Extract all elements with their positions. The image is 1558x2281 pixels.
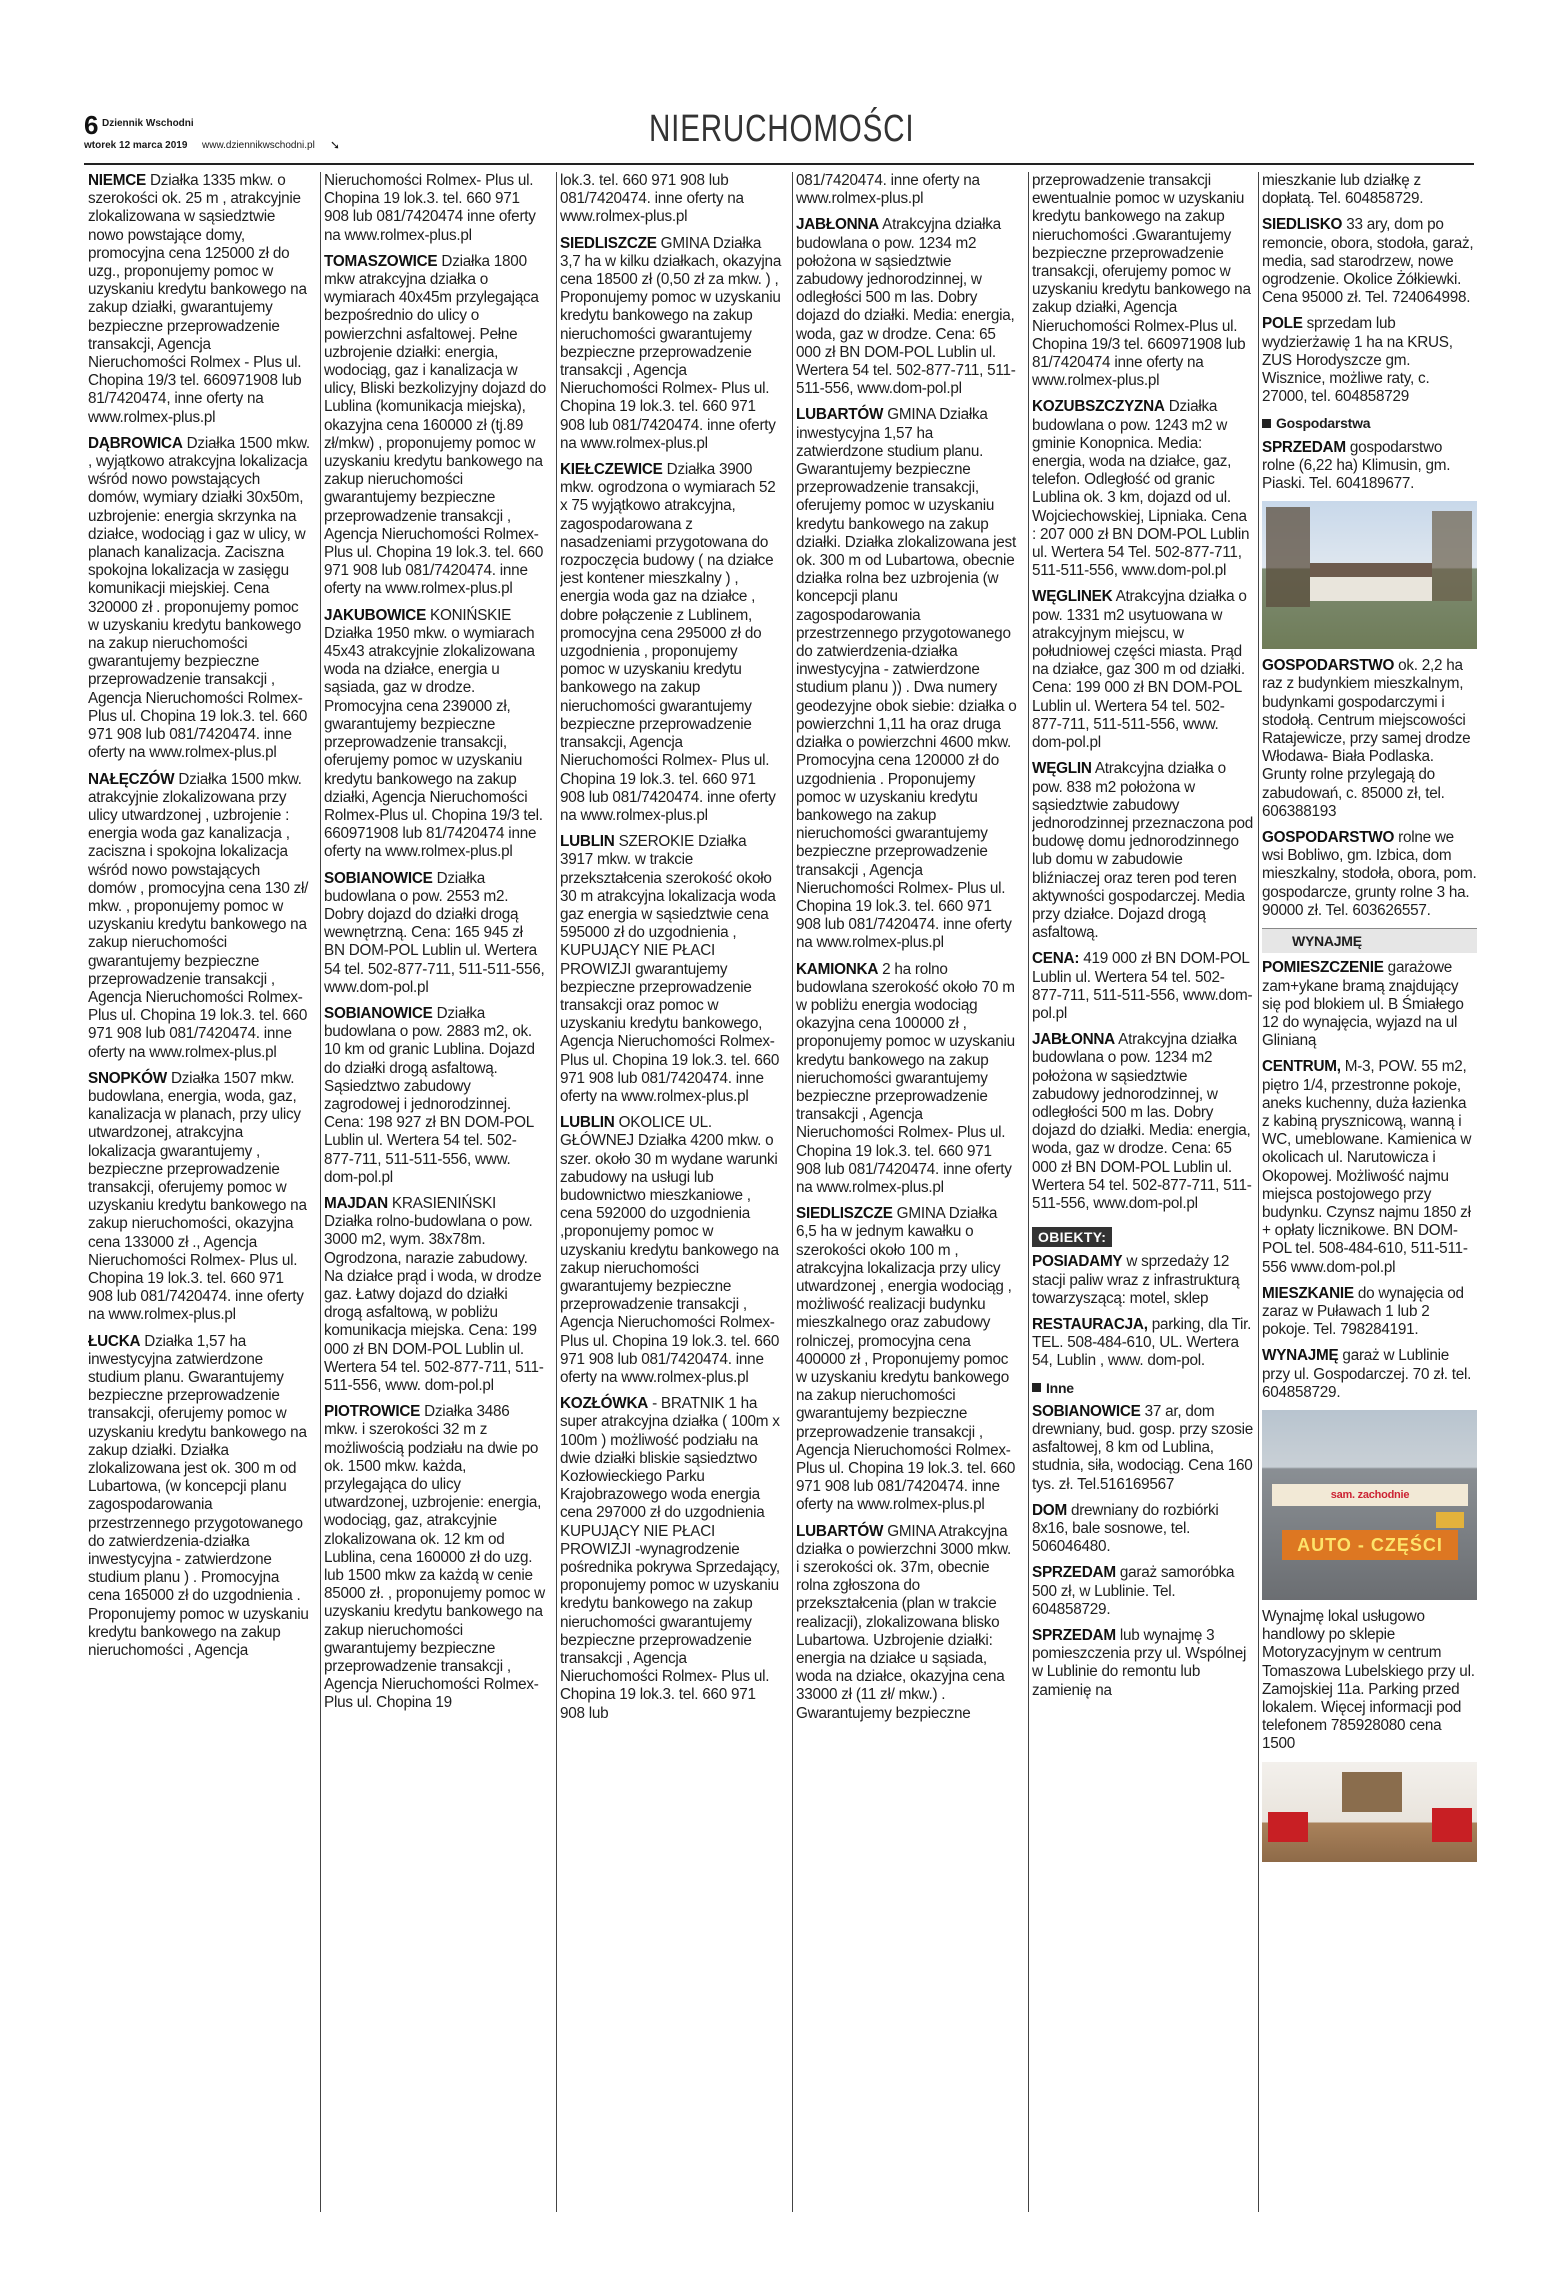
classified-ad: LUBLIN SZEROKIE Działka 3917 mkw. w trakcie przekształcenia szerokość około 30 m atrakcyjna lokalizacja woda gaz energia w sąsiedztwie cena 595000 zł do uzgodnienia , KUPUJĄCY NIE PŁACI PROWIZJI gwarantujemy bezpieczne przeprowadzenie transakcji oraz pomoc w uzyskaniu kredytu bankowego, Agencja Nieruchomości Rolmex- Plus ul. Chopina 19 lok.3. tel. 660 971 908 lub 081/7420474. inne oferty na www.rolmex-plus.pl	[560, 833, 780, 1105]
shop-sign: sam. zachodnie	[1272, 1484, 1468, 1506]
classified-ad: przeprowadzenie transakcji ewentualnie pomoc w uzyskaniu kredytu bankowego na zakup nieruchomości .Gwarantujemy bezpieczne przeprowadzenie transakcji, oferujemy pomoc w uzyskaniu kredytu bankowego na zakup działki, Agencja Nieruchomości Rolmex-Plus ul. Chopina 19/3 tel. 660971908 lub 81/7420474 inne oferty na www.rolmex-plus.pl	[1032, 172, 1251, 390]
tree-shape	[1266, 507, 1310, 607]
section-title: NIERUCHOMOŚCI	[649, 108, 915, 150]
classified-ad: SOBIANOWICE Działka budowlana o pow. 2883 m2, ok. 10 km od granic Lublina. Dojazd do działki drogą asfaltową. Sąsiedztwo zabudowy zagrodowej i jednorodzinnej. Cena: 198 927 zł BN DOM-POL Lublin ul. Wertera 54 tel. 502-877-711, 511-511-556, www. dom-pol.pl	[324, 1004, 535, 1186]
classified-ad: CENA: 419 000 zł BN DOM-POL Lublin ul. Wertera 54 tel. 502-877-711, 511-511-556, www.dom-pol.pl	[1032, 950, 1253, 1022]
column-6	[1262, 172, 1477, 2212]
house-shape	[1310, 563, 1432, 601]
classified-ad: SNOPKÓW Działka 1507 mkw. budowlana, energia, woda, gaz, kanalizacja w planach, przy ulicy utwardzonej, atrakcyjna lokalizacja gwarantujemy , bezpieczne przeprowadzenie transakcji, oferujemy pomoc w uzyskaniu kredytu bankowego na zakup nieruchomości, okazyjna cena 133000 zł ., Agencja Nieruchomości Rolmex- Plus ul. Chopina 19 lok.3. tel. 660 971 908 lub 081/7420474. inne oferty na www.rolmex-plus.pl	[88, 1069, 307, 1324]
classified-ad: SIEDLISKO 33 ary, dom po remoncie, obora, stodoła, garaż, media, sad starodrzew, nowe ogrodzenie. Okolice Żółkiewki. Cena 95000 zł. Tel. 724064998.	[1262, 216, 1474, 307]
bullet-square-icon	[1262, 419, 1271, 428]
classified-ad: RESTAURACJA, parking, dla Tir. TEL. 508-484-610, UL. Wertera 54, Lublin , www. dom-pol.	[1032, 1315, 1252, 1370]
classified-ad: GOSPODARSTWO ok. 2,2 ha raz z budynkiem mieszkalnym, budynkami gospodarczymi i stodołą. Centrum miejscowości Ratajewicze, przy samej drodze Włodawa- Biała Podlaska. Grunty rolne przylegają do zabudowań, c. 85000 zł, tel. 606388193	[1262, 657, 1471, 820]
column-3	[560, 172, 782, 2212]
classified-ad: MAJDAN KRASIENIŃSKI Działka rolno-budowlana o pow. 3000 m2, wym. 38x78m. Ogrodzona, narazie zabudowy. Na działce prąd i woda, w drodze gaz. Łatwy dojazd do działki drogą asfaltową, w pobliżu komunikacja miejska. Cena: 199 000 zł BN DOM-POL Lublin ul. Wertera 54 tel. 502-877-711, 511-511-556, www. dom-pol.pl	[324, 1194, 544, 1394]
farmhouse-photo	[1262, 501, 1477, 649]
category-label-obiekty: OBIEKTY:	[1032, 1227, 1112, 1247]
newspaper-name: Dziennik Wschodni	[102, 118, 194, 129]
classified-ad: KIEŁCZEWICE Działka 3900 mkw. ogrodzona o wymiarach 52 x 75 wyjątkowo atrakcyjna, zagospodarowana z nasadzeniami przygotowana do rozpoczęcia budowy ( na działce jest kontener mieszkalny ) , energia woda gaz na działce , dobre połączenie z Lublinem, promocyjna cena 295000 zł do uzgodnienia , proponujemy pomoc w uzyskaniu kredytu bankowego na zakup nieruchomości gwarantujemy bezpieczne przeprowadzenie transakcji, Agencja Nieruchomości Rolmex- Plus ul. Chopina 19 lok.3. tel. 660 971 908 lub 081/7420474. inne oferty na www.rolmex-plus.pl	[560, 461, 776, 824]
classified-ad: JABŁONNA Atrakcyjna działka budowlana o pow. 1234 m2 położona w sąsiedztwie zabudowy jednorodzinnej, w odległości 500 m las. Dobry dojazd do działki. Media: energia, woda, gaz w drodze. Cena: 65 000 zł BN DOM-POL Lublin ul. Wertera 54 tel. 502-877-711, 511-511-556, www.dom-pol.pl	[1032, 1031, 1252, 1212]
classified-ad: LUBARTÓW GMINA Atrakcyjna działka o powierzchni 3000 mkw. i szerokości ok. 37m, obecnie rolna zgłoszona do przekształcenia (plan w trakcie realizacji), zlokalizowana blisko Lubartowa. Uzbrojenie działki: energia na działce u sąsiada, woda na działce, okazyjna cena 33000 zł (11 zł/ mkw.) . Gwarantujemy bezpieczne	[796, 1522, 1012, 1722]
column-5	[1032, 172, 1254, 2212]
sofa-shape	[1432, 1808, 1472, 1842]
classified-ad: DĄBROWICA Działka 1500 mkw. , wyjątkowo atrakcyjna lokalizacja wśród nowo powstających domów, wymiary działki 30x50m, uzbrojenie: energia skrzynka na działce, wodociąg i gaz w ulicy, w planach kanalizacja. Zaciszna spokojna lokalizacja w zasięgu komunikacji miejskiej. Cena 320000 zł . proponujemy pomoc w uzyskaniu kredytu bankowego na zakup nieruchomości gwarantujemy bezpieczne przeprowadzenie transakcji , Agencja Nieruchomości Rolmex- Plus ul. Chopina 19 lok.3. tel. 660 971 908 lub 081/7420474. inne oferty na www.rolmex-plus.pl	[88, 434, 310, 762]
column-4	[796, 172, 1018, 2212]
column-divider	[1028, 172, 1029, 2212]
column-1	[88, 172, 310, 2212]
classified-ad: JAKUBOWICE KONIŃSKIE Działka 1950 mkw. o wymiarach 45x43 atrakcyjnie zlokalizowana woda na działce, energia u sąsiada, gaz w drodze. Promocyjna cena 239000 zł, gwarantujemy bezpieczne przeprowadzenie transakcji, oferujemy pomoc w uzyskaniu kredytu bankowego na zakup działki, Agencja Nieruchomości Rolmex-Plus ul. Chopina 19/3 tel. 660971908 lub 81/7420474 inne oferty na www.rolmex-plus.pl	[324, 606, 543, 861]
page-header	[84, 108, 1474, 166]
shop-banner: AUTO - CZĘŚCI	[1282, 1530, 1458, 1560]
classified-ad: 081/7420474. inne oferty na www.rolmex-plus.pl	[796, 172, 980, 208]
classified-ad: SIEDLISZCZE GMINA Działka 3,7 ha w kilku działkach, okazyjna cena 18500 zł (0,50 zł za mkw. ) , Proponujemy pomoc w uzyskaniu kredytu bankowego na zakup nieruchomości gwarantujemy bezpieczne przeprowadzenie transakcji , Agencja Nieruchomości Rolmex- Plus ul. Chopina 19 lok.3. tel. 660 971 908 lub 081/7420474. inne oferty na www.rolmex-plus.pl	[560, 234, 782, 452]
classified-ad: WYNAJMĘ garaż w Lublinie przy ul. Gospodarczej. 70 zł. tel. 604858729.	[1262, 1347, 1472, 1401]
classified-ad: SPRZEDAM garaż samoróbka 500 zł, w Lublinie. Tel. 604858729.	[1032, 1564, 1235, 1618]
classified-ad: TOMASZOWICE Działka 1800 mkw atrakcyjna działka o wymiarach 40x45m przylegająca bezpośrednio do ulicy o powierzchni asfaltowej. Pełne uzbrojenie działki: energia, wodociąg, gaz i kanalizacja w ulicy, Bliski bezkolizyjny dojazd do Lublina (komunikacja miejska), okazyjna cena 160000 zł (tj.89 zł/mkw) , proponujemy pomoc w uzyskaniu kredytu bankowego na zakup nieruchomości gwarantujemy bezpieczne przeprowadzenie transakcji , Agencja Nieruchomości Rolmex- Plus ul. Chopina 19 lok.3. tel. 660 971 908 lub 081/7420474. inne oferty na www.rolmex-plus.pl	[324, 252, 546, 598]
classified-ad: GOSPODARSTWO rolne we wsi Bobliwo, gm. Izbica, dom mieszkalny, stodoła, obora, pom. gospodarcze, grunty rolne 3 ha. 90000 zł. Tel. 603626557.	[1262, 829, 1477, 919]
bullet-square-icon	[1032, 1383, 1041, 1392]
column-divider	[556, 172, 557, 2212]
shop-logo-icon	[1436, 1512, 1464, 1528]
classified-ad: MIESZKANIE do wynajęcia od zaraz w Puławach 1 lub 2 pokoje. Tel. 798284191.	[1262, 1284, 1464, 1339]
window-shape	[1342, 1772, 1402, 1812]
page-number: 6	[84, 110, 99, 140]
classified-ad: POLE sprzedam lub wydzierżawię 1 ha na KRUS, ZUS Horodyszcze gm. Wisznice, możliwe raty, c. 27000, tel. 604858729	[1262, 315, 1453, 406]
interior-room-photo	[1262, 1762, 1477, 1862]
classified-ad: WĘGLIN Atrakcyjna działka o pow. 838 m2 położona w sąsiedztwie zabudowy jednorodzinnej przeznaczona pod budowę domu jednorodzinnego lub domu w zabudowie bliźniaczej oraz teren pod teren aktywności gospodarczej. Media przy działce. Dojazd drogą asfaltową.	[1032, 760, 1254, 942]
classified-ad: Wynajmę lokal usługowo handlowy po sklepie Motoryzacyjnym w centrum Tomaszowa Lubelskiego przy ul. Zamojskiej 11a. Parking przed lokalem. Więcej informacji pod telefonem 785928080 cena 1500	[1262, 1607, 1475, 1753]
classified-ad: CENTRUM, M-3, POW. 55 m2, piętro 1/4, przestronne pokoje, aneks kuchenny, duża łazienka z kabiną prysznicową, wanną i WC, umeblowane. Kamienica w okolicach ul. Narutowicza i Okopowej. Możliwość najmu miejsca postojowego przy budynku. Czynsz najmu 1850 zł + opłaty licznikowe. BN DOM-POL tel. 508-484-610, 511-511-556 www.dom-pol.pl	[1262, 1058, 1472, 1276]
sofa-shape	[1268, 1812, 1308, 1842]
classified-ad: SOBIANOWICE Działka budowlana o pow. 2553 m2. Dobry dojazd do działki drogą wewnętrzną. Cena: 165 945 zł BN DOM-POL Lublin ul. Wertera 54 tel. 502-877-711, 511-511-556, www.dom-pol.pl	[324, 869, 545, 996]
classified-ad: KOZUBSZCZYZNA Działka budowlana o pow. 1243 m2 w gminie Konopnica. Media: energia, woda na działce, gaz, telefon. Odległość od granic Lublina ok. 3 km, dojazd od ul. Wojciechowskiej, Lipniaka. Cena : 207 000 zł BN DOM-POL Lublin ul. Wertera 54 Tel. 502-877-711, 511-511-556, www.dom-pol.pl	[1032, 398, 1250, 580]
classified-ad: PIOTROWICE Działka 3486 mkw. i szerokości 32 m z możliwością podziału na dwie po ok. 1500 mkw. każda, przylegająca do ulicy utwardzonej, uzbrojenie: energia, wodociąg, gaz, atrakcyjnie zlokalizowana ok. 12 km od Lublina, cena 160000 zł do uzg. lub 1500 mkw za każdą w cenie 85000 zł. , proponujemy pomoc w uzyskaniu kredytu bankowego na zakup nieruchomości gwarantujemy bezpieczne przeprowadzenie transakcji , Agencja Nieruchomości Rolmex- Plus ul. Chopina 19	[324, 1403, 545, 1712]
classified-ad: POSIADAMY w sprzedaży 12 stacji paliw wraz z infrastrukturą towarzyszącą: motel, sklep	[1032, 1253, 1240, 1307]
classified-ad: POMIESZCZENIE garażowe zam+ykane bramą znajdujący się pod blokiem ul. B Śmiałego 12 do wynajęcia, wyjazd na ul Glinianą	[1262, 959, 1464, 1050]
column-divider	[1258, 172, 1259, 2212]
classified-ad: mieszkanie lub działkę z dopłatą. Tel. 604858729.	[1262, 172, 1424, 208]
classified-ad: WĘGLINEK Atrakcyjna działka o pow. 1331 m2 usytuowana w atrakcyjnym miejscu, w południowej części miasta. Prąd na działce, gaz 300 m od działki. Cena: 199 000 zł BN DOM-POL Lublin ul. Wertera 54 tel. 502-877-711, 511-511-556, www. dom-pol.pl	[1032, 588, 1247, 752]
tree-shape	[1432, 511, 1472, 601]
cursor-arrow-icon: ➘	[330, 138, 341, 152]
category-heading-inne: Inne	[1032, 1379, 1254, 1397]
column-divider	[320, 172, 321, 2212]
classified-ad: KAMIONKA 2 ha rolno budowlana szerokość około 70 m w pobliżu energia wodociąg okazyjna cena 100000 zł , proponujemy pomoc w uzyskaniu kredytu bankowego na zakup nieruchomości gwarantujemy bezpieczne przeprowadzenie transakcji , Agencja Nieruchomości Rolmex- Plus ul. Chopina 19 lok.3. tel. 660 971 908 lub 081/7420474. inne oferty na www.rolmex-plus.pl	[796, 960, 1015, 1196]
category-heading-wynajme: WYNAJMĘ	[1262, 928, 1477, 953]
auto-parts-shop-photo	[1262, 1410, 1477, 1600]
classified-ad: NAŁĘCZÓW Działka 1500 mkw. atrakcyjnie zlokalizowana przy ulicy utwardzonej , uzbrojenie : energia woda gaz kanalizacja , zaciszna i spokojna lokalizacja wśród nowo powstających domów , promocyjna cena 130 zł/ mkw. , proponujemy pomoc w uzyskaniu kredytu bankowego na zakup nieruchomości gwarantujemy bezpieczne przeprowadzenie transakcji , Agencja Nieruchomości Rolmex- Plus ul. Chopina 19 lok.3. tel. 660 971 908 lub 081/7420474. inne oferty na www.rolmex-plus.pl	[88, 770, 309, 1061]
column-divider	[792, 172, 793, 2212]
classified-ad: LUBLIN OKOLICE UL. GŁÓWNEJ Działka 4200 mkw. o szer. około 30 m wydane warunki zabudowy na usługi lub budownictwo mieszkaniowe , cena 592000 do uzgodnienia ,proponujemy pomoc w uzyskaniu kredytu bankowego na zakup nieruchomości gwarantujemy bezpieczne przeprowadzenie transakcji , Agencja Nieruchomości Rolmex- Plus ul. Chopina 19 lok.3. tel. 660 971 908 lub 081/7420474. inne oferty na www.rolmex-plus.pl	[560, 1114, 780, 1386]
category-heading-gospodarstwa: Gospodarstwa	[1262, 414, 1477, 432]
column-2	[324, 172, 546, 2212]
classified-ad: JABŁONNA Atrakcyjna działka budowlana o pow. 1234 m2 położona w sąsiedztwie zabudowy jednorodzinnej, w odległości 500 m las. Dobry dojazd do działki. Media: energia, woda, gaz w drodze. Cena: 65 000 zł BN DOM-POL Lublin ul. Wertera 54 tel. 502-877-711, 511-511-556, www.dom-pol.pl	[796, 216, 1016, 398]
classified-ad: Nieruchomości Rolmex- Plus ul. Chopina 19 lok.3. tel. 660 971 908 lub 081/7420474 inne oferty na www.rolmex-plus.pl	[324, 172, 536, 244]
classified-ad: DOM drewniany do rozbiórki 8x16, bale sosnowe, tel. 506046480.	[1032, 1501, 1219, 1556]
classified-ad: NIEMCE Działka 1335 mkw. o szerokości ok. 25 m , atrakcyjnie zlokalizowana w sąsiedztwie nowo powstające domy, promocyjna cena 125000 zł do uzg., proponujemy pomoc w uzyskaniu kredytu bankowego na zakup działki, gwarantujemy bezpieczne przeprowadzenie transakcji, Agencja Nieruchomości Rolmex - Plus ul. Chopina 19/3 tel. 660971908 lub 81/7420474, inne oferty na www.rolmex-plus.pl	[88, 172, 307, 426]
classified-ad: SPRZEDAM gospodarstwo rolne (6,22 ha) Klimusin, gm. Piaski. Tel. 604189677.	[1262, 438, 1451, 493]
website-link[interactable]: www.dziennikwschodni.pl	[202, 140, 315, 151]
classified-ad: SPRZEDAM lub wynajmę 3 pomieszczenia przy ul. Wspólnej w Lublinie do remontu lub zamienię na	[1032, 1627, 1247, 1699]
classified-ad: LUBARTÓW GMINA Działka inwestycyjna 1,57 ha zatwierdzone studium planu. Gwarantujemy bezpieczne przeprowadzenie transakcji, oferujemy pomoc w uzyskaniu kredytu bankowego na zakup działki. Działka zlokalizowana jest ok. 300 m od Lubartowa, obecnie działka rolna bez uzbrojenia (w koncepcji planu zagospodarowania przestrzennego przygotowanego do zatwierdzenia-działka inwestycyjna - zatwierdzone studium planu )) . Dwa numery geodezyjne obok siebie: działka o powierzchni 1,11 ha oraz druga działka o powierzchni 4600 mkw. Promocyjna cena 120000 zł do uzgodnienia . Proponujemy pomoc w uzyskaniu kredytu bankowego na zakup nieruchomości gwarantujemy bezpieczne przeprowadzenie transakcji , Agencja Nieruchomości Rolmex- Plus ul. Chopina 19 lok.3. tel. 660 971 908 lub 081/7420474. inne oferty na www.rolmex-plus.pl	[796, 406, 1017, 952]
classified-ad: ŁUCKA Działka 1,57 ha inwestycyjna zatwierdzone studium planu. Gwarantujemy bezpieczne przeprowadzenie transakcji, oferujemy pomoc w uzyskaniu kredytu bankowego na zakup działki. Działka zlokalizowana jest ok. 300 m od Lubartowa, (w koncepcji planu zagospodarowania przestrzennego przygotowanego do zatwierdzenia-działka inwestycyjna - zatwierdzone studium planu ) . Promocyjna cena 165000 zł do uzgodnienia . Proponujemy pomoc w uzyskaniu kredytu bankowego na zakup nieruchomości , Agencja	[88, 1332, 309, 1660]
classified-ad: SOBIANOWICE 37 ar, dom drewniany, bud. gosp. przy szosie asfaltowej, 8 km od Lublina, studnia, siła, wodociąg. Cena 160 tys. zł. Tel.516169567	[1032, 1402, 1254, 1493]
classified-ad: lok.3. tel. 660 971 908 lub 081/7420474. inne oferty na www.rolmex-plus.pl	[560, 172, 744, 226]
classified-ad: KOZŁÓWKA - BRATNIK 1 ha super atrakcyjna działka ( 100m x 100m ) możliwość podziału na dwie działki bliskie sąsiedztwo Kozłowieckiego Parku Krajobrazowego woda energia cena 297000 zł do uzgodnienia KUPUJĄCY NIE PŁACI PROWIZJI -wynagrodzenie pośrednika pokrywa Sprzedający, proponujemy pomoc w uzyskaniu kredytu bankowego na zakup nieruchomości gwarantujemy bezpieczne przeprowadzenie transakcji , Agencja Nieruchomości Rolmex- Plus ul. Chopina 19 lok.3. tel. 660 971 908 lub	[560, 1395, 780, 1722]
issue-date: wtorek 12 marca 2019	[84, 140, 188, 151]
classified-ad: SIEDLISZCZE GMINA Działka 6,5 ha w jednym kawałku o szerokości około 100 m , atrakcyjna lokalizacja przy ulicy utwardzonej , energia wodociąg , możliwość realizacji budynku mieszkalnego oraz zabudowy rolniczej, promocyjna cena 400000 zł , Proponujemy pomoc w uzyskaniu kredytu bankowego na zakup nieruchomości gwarantujemy bezpieczne przeprowadzenie transakcji , Agencja Nieruchomości Rolmex- Plus ul. Chopina 19 lok.3. tel. 660 971 908 lub 081/7420474. inne oferty na www.rolmex-plus.pl	[796, 1205, 1016, 1514]
header-rule	[84, 163, 1474, 165]
